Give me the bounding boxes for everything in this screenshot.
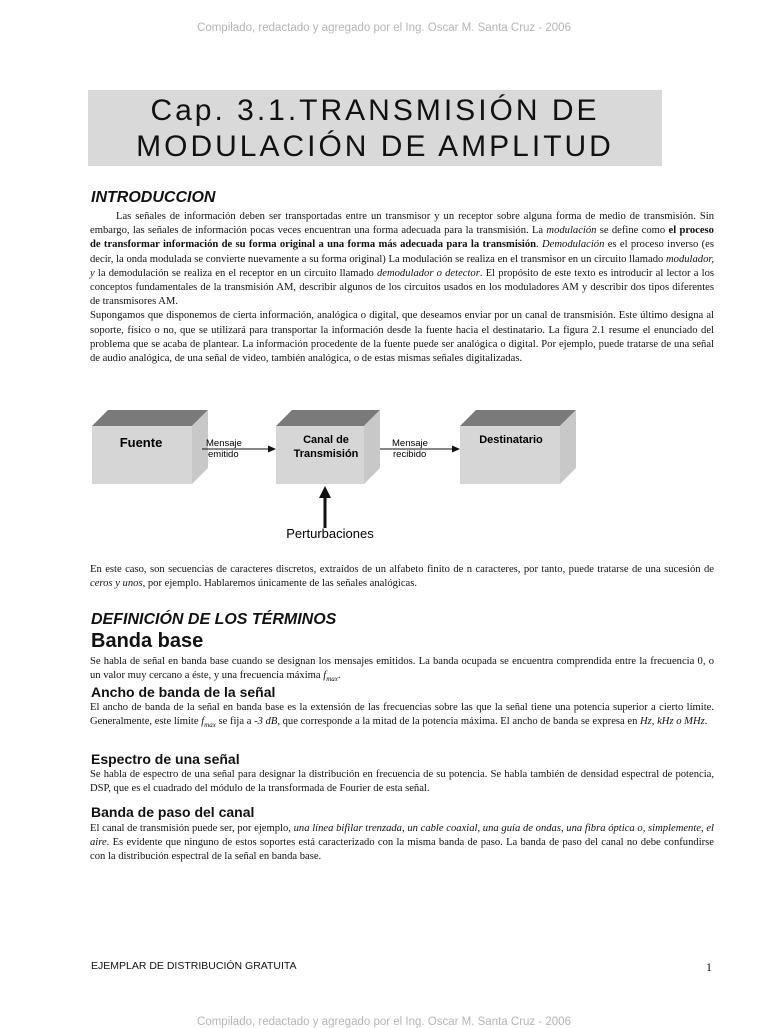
chapter-title-line-1: Cap. 3.1.TRANSMISIÓN DE bbox=[150, 94, 600, 127]
header-credit-note: Compilado, redactado y agregado por el Ing. Oscar M. Santa Cruz - 2006 bbox=[197, 22, 571, 34]
destination-block bbox=[460, 410, 576, 484]
sent-message-label-2: emitido bbox=[208, 449, 239, 460]
destination-label: Destinatario bbox=[479, 434, 543, 446]
received-message-label-1: Mensaje bbox=[392, 438, 428, 449]
page-number: 1 bbox=[706, 960, 712, 974]
introduccion-paragraph-2: Supongamos que disponemos de cierta información, analógica o digital, que deseamos enviar por un canal de transmisión. Este último designa al soporte, físico o no, que se utilizará para transportar la información desde la fuente hacia el destinatario. La figura 2.1 resume el enunciado del problema que se acaba de plantear. La información procedente de la fuente puede ser analógica o digital. Por ejemplo, puede tratarse de una señal de audio analógica, de una señal de video, también analógica, o de estas mismas señales digitalizadas. bbox=[90, 310, 714, 365]
source-block bbox=[92, 410, 208, 484]
channel-label-line-2: Transmisión bbox=[293, 448, 359, 460]
espectro-heading: Espectro de una señal bbox=[91, 751, 240, 767]
definiciones-heading: DEFINICIÓN DE LOS TÉRMINOS bbox=[91, 611, 337, 628]
introduccion-body bbox=[90, 210, 714, 366]
chapter-title-box bbox=[88, 90, 662, 166]
espectro-paragraph: Se habla de espectro de una señal para designar la distribución en frecuencia de su potencia. Se habla también de densidad espectral de potencia, DSP, que es el cuadrado del módulo de la transformada de Fourier de esta señal. bbox=[90, 769, 714, 795]
footer-distribution-note: EJEMPLAR DE DISTRIBUCIÓN GRATUITA bbox=[91, 960, 297, 972]
channel-label-line-1: Canal de bbox=[303, 434, 349, 446]
disturbances-label: Perturbaciones bbox=[286, 526, 374, 541]
source-label: Fuente bbox=[119, 435, 163, 450]
disturbance-arrow bbox=[319, 486, 331, 528]
introduccion-heading: INTRODUCCION bbox=[91, 189, 216, 206]
banda-base-heading: Banda base bbox=[91, 630, 204, 652]
sent-message-label-1: Mensaje bbox=[206, 438, 242, 449]
after-diagram-paragraph: En este caso, son secuencias de caracteres discretos, extraídos de un alfabeto finito de n caracteres, por tanto, puede tratarse de una sucesión de ceros y unos, por ejemplo. Hablaremos únicamente de las señales analógicas. bbox=[90, 564, 714, 590]
ancho-banda-paragraph: El ancho de banda de la señal en banda base es la extensión de las frecuencias sobre las que la señal tiene una potencia superior a cierto límite. Generalmente, este límite $f_{max}$ se fija a -3 dB, que corresponde a la mitad de la potencia máxima. El ancho de banda se expresa en Hz, kHz o MHz. bbox=[90, 702, 714, 730]
banda-paso-paragraph: El canal de transmisión puede ser, por ejemplo, una línea bifilar trenzada, un cable coaxial, una guía de ondas, una fibra óptica o, simplemente, el aire. Es evidente que ninguno de estos soportes está caracterizado con la misma banda de paso. La banda de paso del canal no debe confundirse con la distribución espectral de la señal en banda base. bbox=[90, 823, 714, 863]
banda-base-paragraph: Se habla de señal en banda base cuando se designan los mensajes emitidos. La banda ocupada se encuentra comprendida entre la frecuencia 0, o un valor muy cercano a éste, y una frecuencia máxima $f_{max}$. bbox=[90, 656, 714, 684]
introduccion-paragraph-1: Las señales de información deben ser transportadas entre un transmisor y un receptor sobre alguna forma de medio de transmisión. Sin embargo, las señales de información pocas veces encuentran una forma adecuada para la transmisión. La modulación se define como el proceso de transformar información de su forma original a una forma más adecuada para la transmisión. Demodulación es el proceso inverso (es decir, la onda modulada se convierte nuevamente a su forma original) La modulación se realiza en el transmisor en un circuito llamado modulador, y la demodulación se realiza en el receptor en un circuito llamado demodulador o detector. El propósito de este texto es introducir al lector a los conceptos fundamentales de la transmisión AM, describir algunos de los circuitos usados en los moduladores AM y describir dos tipos diferentes de transmisores AM. bbox=[90, 211, 714, 308]
received-message-label-2: recibido bbox=[393, 449, 427, 460]
channel-block bbox=[276, 410, 380, 484]
transmission-block-diagram bbox=[84, 404, 604, 544]
chapter-title-line-2: MODULACIÓN DE AMPLITUD bbox=[136, 130, 614, 163]
ancho-banda-heading: Ancho de banda de la señal bbox=[91, 684, 276, 700]
banda-paso-heading: Banda de paso del canal bbox=[91, 804, 255, 820]
footer-credit-note: Compilado, redactado y agregado por el Ing. Oscar M. Santa Cruz - 2006 bbox=[197, 1016, 571, 1028]
